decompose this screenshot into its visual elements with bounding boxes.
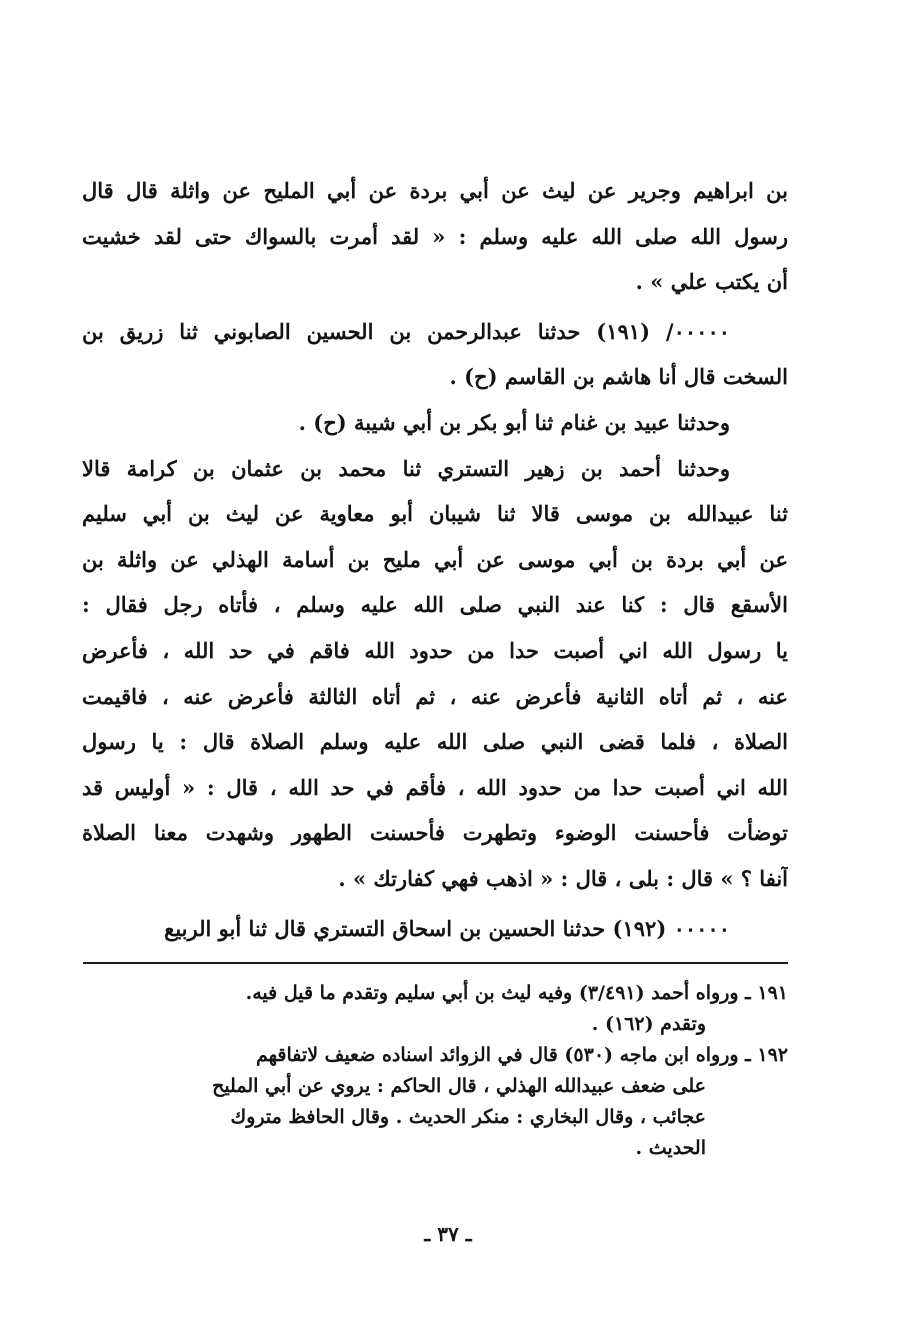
page-number: ـ ٣٧ ـ [424, 1222, 472, 1246]
text-line: الله اني أصبت حدا من حدود الله ، فأقم في حد الله ، قال : « أوليس قد [82, 774, 788, 800]
text-line: أن يكتب علي » . [635, 269, 788, 295]
text-line: بن ابراهيم وجرير عن ليث عن أبي بردة عن أبي المليح عن واثلة قال قال [82, 178, 788, 203]
footnote-line: على ضعف عبيدالله الهذلي ، قال الحاكم : يروي عن أبي المليح [212, 1075, 706, 1097]
text-line: رسول الله صلى الله عليه وسلم : « لقد أمرت بالسواك حتى لقد خشيت [82, 223, 788, 249]
footnote-191: ١٩١ ـ ورواه أحمد (٣/٤٩١) وفيه ليث بن أبي سليم وتقدم ما قيل فيه. [245, 982, 788, 1004]
text-line: وحدثنا أحمد بن زهير التستري ثنا محمد بن عثمان بن كرامة قالا [82, 455, 730, 481]
text-line: الصلاة ، فلما قضى النبي صلى الله عليه وسلم الصلاة قال : يا رسول [82, 729, 788, 755]
main-text [82, 168, 788, 951]
hadith-192-header: ٠٠٠٠٠ (١٩٢) حدثنا الحسين بن اسحاق التستري قال ثنا أبو الربيع [164, 915, 730, 941]
text-line: عن أبي بردة بن أبي موسى عن أبي مليح بن أسامة الهذلي عن واثلة بن [82, 546, 788, 572]
footnote-line: عجائب ، وقال البخاري : منكر الحديث . وقال الحافظ متروك [230, 1106, 706, 1128]
text-line: ثنا عبيدالله بن موسى قالا ثنا شيبان أبو معاوية عن ليث بن أبي سليم [82, 501, 788, 527]
text-line: يا رسول الله اني أصبت حدا من حدود الله فاقم في حد الله ، فأعرض [82, 637, 788, 663]
text-line: آنفا ؟ » قال : بلى ، قال : « اذهب فهي كفارتك » . [338, 865, 788, 891]
footnote-divider [83, 962, 788, 964]
text-line: الأسقع قال : كنا عند النبي صلى الله عليه وسلم ، فأتاه رجل فقال : [82, 592, 788, 618]
text-line: توضأت فأحسنت الوضوء وتطهرت فأحسنت الطهور وشهدت معنا الصلاة [82, 820, 788, 846]
text-line: السخت قال أنا هاشم بن القاسم (ح) . [449, 364, 788, 390]
text-line: وحدثنا عبيد بن غنام ثنا أبو بكر بن أبي شيبة (ح) . [298, 409, 730, 435]
footnotes [82, 978, 788, 1164]
footnote-line: وتقدم (١٦٢) . [591, 1013, 706, 1035]
hadith-191-header: ٠٠٠٠٠/ (١٩١) حدثنا عبدالرحمن بن الحسين الصابوني ثنا زريق بن [82, 318, 731, 344]
footnote-line: الحديث . [635, 1137, 706, 1159]
footnote-192: ١٩٢ ـ ورواه ابن ماجه (٥٣٠) قال في الزوائد اسناده ضعيف لاتفاقهم [256, 1044, 788, 1066]
text-line: عنه ، ثم أتاه الثانية فأعرض عنه ، ثم أتاه الثالثة فأعرض عنه ، فاقيمت [82, 683, 788, 709]
